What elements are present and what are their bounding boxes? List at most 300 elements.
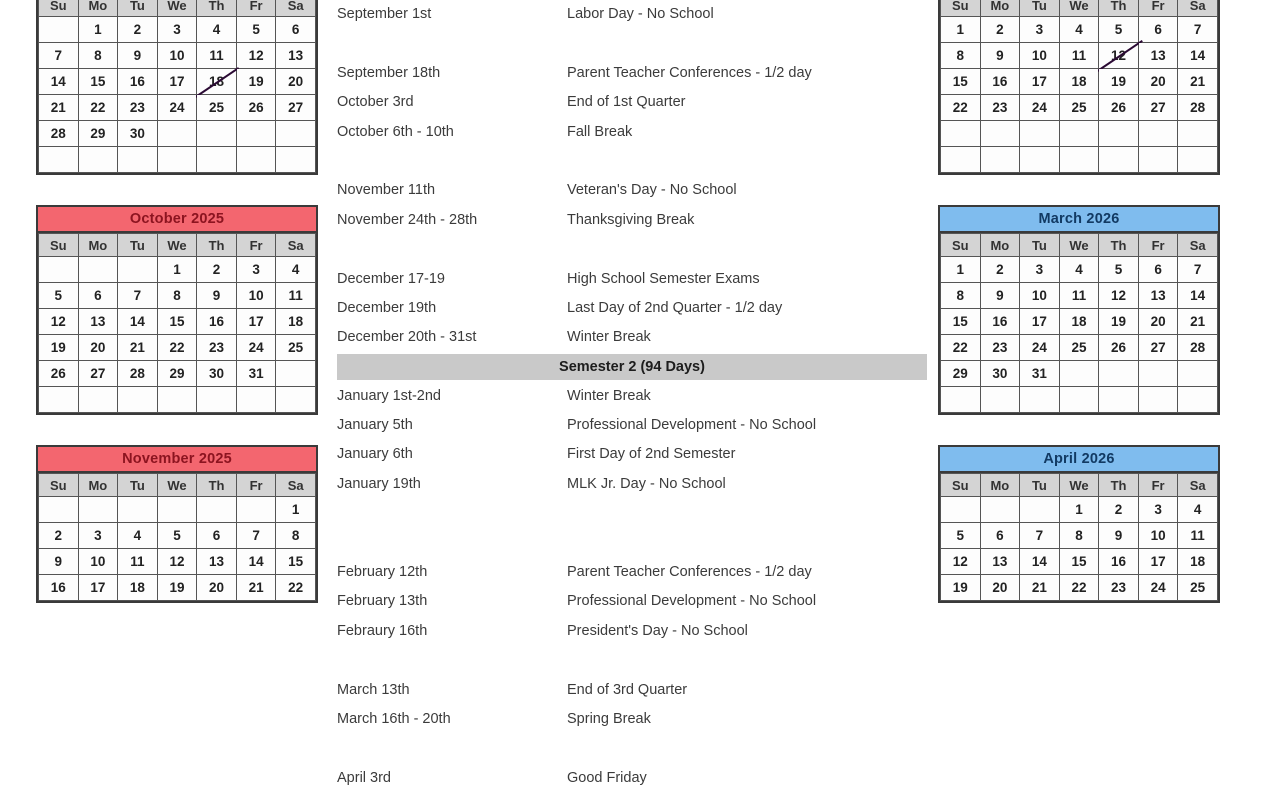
weekday-header-mo: Mo xyxy=(78,0,118,17)
event-date: January 1st-2nd xyxy=(337,387,441,404)
event-date: October 3rd xyxy=(337,94,414,111)
day-cell: 21 xyxy=(236,575,276,601)
day-cell: 29 xyxy=(78,121,118,147)
event-spacer xyxy=(337,147,927,176)
day-cell: 2 xyxy=(118,17,158,43)
day-cell: 16 xyxy=(1099,549,1139,575)
day-cell: 6 xyxy=(980,523,1020,549)
right-month-column xyxy=(938,0,1220,633)
weekday-header-row xyxy=(941,0,1218,17)
weekday-header-fr: Fr xyxy=(236,234,276,257)
event-description: Veteran's Day - No School xyxy=(567,182,737,199)
event-date: March 13th xyxy=(337,681,410,698)
day-cell-empty xyxy=(980,497,1020,523)
day-cell: 14 xyxy=(1178,283,1218,309)
day-cell: 20 xyxy=(1138,69,1178,95)
day-cell: 7 xyxy=(1178,257,1218,283)
weekday-header-sa: Sa xyxy=(276,0,316,17)
day-cell-empty xyxy=(276,121,316,147)
event-row xyxy=(337,558,927,587)
week-row xyxy=(39,43,316,69)
day-cell: 2 xyxy=(39,523,79,549)
day-cell: 26 xyxy=(39,361,79,387)
event-description: Professional Development - No School xyxy=(567,417,817,434)
day-cell: 1 xyxy=(1059,497,1099,523)
day-cell: 14 xyxy=(1020,549,1060,575)
day-cell: 6 xyxy=(78,283,118,309)
weekday-header-th: Th xyxy=(1099,0,1139,17)
day-cell: 26 xyxy=(236,95,276,121)
day-cell-empty xyxy=(1099,361,1139,387)
week-row xyxy=(39,497,316,523)
weekday-header-sa: Sa xyxy=(276,234,316,257)
event-row xyxy=(337,176,927,205)
day-cell: 5 xyxy=(1099,257,1139,283)
day-cell: 29 xyxy=(941,361,981,387)
weekday-header-th: Th xyxy=(197,234,237,257)
day-cell: 12 xyxy=(941,549,981,575)
day-cell: 1 xyxy=(157,257,197,283)
day-cell: 27 xyxy=(1138,335,1178,361)
day-cell-empty xyxy=(980,387,1020,413)
weekday-header-we: We xyxy=(157,474,197,497)
event-row xyxy=(337,676,927,705)
week-row xyxy=(941,121,1218,147)
event-description: End of 1st Quarter xyxy=(567,94,686,111)
day-cell: 14 xyxy=(39,69,79,95)
day-cell-empty xyxy=(78,147,118,173)
day-cell: 25 xyxy=(1059,95,1099,121)
week-row xyxy=(941,549,1218,575)
calendar-month-october-2025 xyxy=(36,205,318,415)
event-description: Winter Break xyxy=(567,329,651,346)
weekday-header-we: We xyxy=(157,0,197,17)
event-date xyxy=(337,29,567,58)
day-cell-empty xyxy=(1020,121,1060,147)
day-cell-empty xyxy=(980,121,1020,147)
day-cell: 3 xyxy=(1138,497,1178,523)
event-row xyxy=(337,118,927,147)
day-cell: 19 xyxy=(236,69,276,95)
calendar-month-february-2026 xyxy=(938,0,1220,175)
event-description: Fall Break xyxy=(567,123,633,140)
day-cell: 26 xyxy=(1099,95,1139,121)
day-cell: 8 xyxy=(1059,523,1099,549)
event-row xyxy=(337,470,927,499)
event-row xyxy=(337,382,927,411)
event-spacer xyxy=(337,499,927,528)
day-cell: 2 xyxy=(197,257,237,283)
day-cell-empty xyxy=(157,147,197,173)
day-cell: 27 xyxy=(78,361,118,387)
day-cell-empty xyxy=(39,387,79,413)
event-description xyxy=(567,235,571,264)
event-date: December 19th xyxy=(337,299,437,316)
day-cell: 15 xyxy=(941,309,981,335)
day-cell: 3 xyxy=(78,523,118,549)
day-cell: 24 xyxy=(1020,335,1060,361)
day-cell: 31 xyxy=(236,361,276,387)
day-cell: 15 xyxy=(276,549,316,575)
month-grid xyxy=(38,0,316,173)
weekday-header-sa: Sa xyxy=(1178,0,1218,17)
month-grid xyxy=(38,233,316,413)
day-cell: 14 xyxy=(1178,43,1218,69)
weekday-header-we: We xyxy=(1059,0,1099,17)
day-cell: 2 xyxy=(980,257,1020,283)
month-title: April 2026 xyxy=(940,447,1218,473)
weekday-header-th: Th xyxy=(1099,474,1139,497)
day-cell: 20 xyxy=(276,69,316,95)
day-cell: 6 xyxy=(1138,257,1178,283)
event-spacer xyxy=(337,734,927,763)
events-before-semester2 xyxy=(337,0,927,353)
weekday-header-sa: Sa xyxy=(1178,234,1218,257)
event-date: Febraury 16th xyxy=(337,622,428,639)
event-description: Parent Teacher Conferences - 1/2 day xyxy=(567,64,812,81)
event-date xyxy=(337,499,567,528)
weekday-header-row xyxy=(39,234,316,257)
event-row xyxy=(337,323,927,352)
weekday-header-su: Su xyxy=(941,474,981,497)
day-cell: 18 xyxy=(197,69,237,95)
day-cell: 7 xyxy=(39,43,79,69)
event-row xyxy=(337,0,927,29)
weekday-header-tu: Tu xyxy=(1020,0,1060,17)
week-row xyxy=(39,387,316,413)
day-cell-empty xyxy=(1059,121,1099,147)
day-cell: 30 xyxy=(118,121,158,147)
day-cell: 28 xyxy=(39,121,79,147)
half-day-slash-icon xyxy=(197,69,236,94)
event-date: September 1st xyxy=(337,6,432,22)
weekday-header-sa: Sa xyxy=(276,474,316,497)
event-date xyxy=(337,734,567,763)
events-after-semester2 xyxy=(337,382,927,793)
day-cell-empty xyxy=(236,121,276,147)
week-row xyxy=(39,69,316,95)
weekday-header-mo: Mo xyxy=(980,474,1020,497)
weekday-header-row xyxy=(39,474,316,497)
day-cell: 4 xyxy=(1059,257,1099,283)
weekday-header-su: Su xyxy=(941,0,981,17)
week-row xyxy=(39,361,316,387)
day-cell: 31 xyxy=(1020,361,1060,387)
weekday-header-mo: Mo xyxy=(78,474,118,497)
weekday-header-tu: Tu xyxy=(118,474,158,497)
day-cell-empty xyxy=(1178,147,1218,173)
day-cell: 22 xyxy=(157,335,197,361)
weekday-header-fr: Fr xyxy=(1138,234,1178,257)
day-cell: 22 xyxy=(941,95,981,121)
day-cell: 20 xyxy=(78,335,118,361)
event-date xyxy=(337,147,567,176)
day-cell-empty xyxy=(118,147,158,173)
day-cell: 5 xyxy=(157,523,197,549)
week-row xyxy=(39,17,316,43)
day-cell: 17 xyxy=(157,69,197,95)
day-cell: 16 xyxy=(118,69,158,95)
day-cell-empty xyxy=(941,147,981,173)
week-row xyxy=(941,335,1218,361)
day-cell-empty xyxy=(941,387,981,413)
day-cell: 4 xyxy=(1059,17,1099,43)
weekday-header-mo: Mo xyxy=(980,234,1020,257)
week-row xyxy=(39,549,316,575)
day-cell: 21 xyxy=(1178,69,1218,95)
day-cell: 23 xyxy=(118,95,158,121)
day-cell: 17 xyxy=(78,575,118,601)
day-cell: 27 xyxy=(1138,95,1178,121)
day-cell: 9 xyxy=(980,43,1020,69)
event-list-column xyxy=(337,0,927,786)
week-row xyxy=(39,121,316,147)
week-row xyxy=(39,283,316,309)
day-cell-empty xyxy=(980,147,1020,173)
event-row xyxy=(337,411,927,440)
day-cell: 16 xyxy=(197,309,237,335)
day-cell: 5 xyxy=(941,523,981,549)
day-cell-empty xyxy=(78,497,118,523)
day-cell: 12 xyxy=(157,549,197,575)
day-cell-empty xyxy=(157,121,197,147)
day-cell: 1 xyxy=(78,17,118,43)
weekday-header-sa: Sa xyxy=(1178,474,1218,497)
day-cell: 13 xyxy=(276,43,316,69)
day-cell: 28 xyxy=(1178,335,1218,361)
week-row xyxy=(941,95,1218,121)
day-cell: 2 xyxy=(1099,497,1139,523)
day-cell-empty xyxy=(39,147,79,173)
week-row xyxy=(39,257,316,283)
day-cell-empty xyxy=(118,257,158,283)
day-cell-empty xyxy=(39,497,79,523)
day-cell: 8 xyxy=(941,43,981,69)
week-row xyxy=(941,147,1218,173)
event-description: Winter Break xyxy=(567,387,651,404)
weekday-header-we: We xyxy=(1059,234,1099,257)
day-cell: 20 xyxy=(1138,309,1178,335)
weekday-header-fr: Fr xyxy=(236,0,276,17)
event-date: April 3rd xyxy=(337,769,391,786)
day-cell: 7 xyxy=(1178,17,1218,43)
day-cell: 14 xyxy=(236,549,276,575)
day-cell: 10 xyxy=(157,43,197,69)
event-description xyxy=(567,499,571,528)
day-cell: 8 xyxy=(157,283,197,309)
event-date: February 12th xyxy=(337,564,428,581)
day-cell: 17 xyxy=(1138,549,1178,575)
weekday-header-we: We xyxy=(157,234,197,257)
weekday-header-su: Su xyxy=(941,234,981,257)
day-cell-empty xyxy=(197,121,237,147)
day-cell: 17 xyxy=(1020,309,1060,335)
day-cell: 18 xyxy=(1059,69,1099,95)
day-cell-empty xyxy=(1178,387,1218,413)
day-cell: 18 xyxy=(276,309,316,335)
day-cell: 21 xyxy=(1020,575,1060,601)
week-row xyxy=(941,69,1218,95)
day-cell: 9 xyxy=(118,43,158,69)
day-cell-empty xyxy=(39,17,79,43)
day-cell-empty xyxy=(276,147,316,173)
week-row xyxy=(39,575,316,601)
event-description xyxy=(567,734,571,763)
day-cell: 10 xyxy=(1020,43,1060,69)
week-row xyxy=(941,387,1218,413)
event-row xyxy=(337,764,927,793)
week-row xyxy=(941,575,1218,601)
day-cell: 9 xyxy=(980,283,1020,309)
day-cell-empty xyxy=(236,497,276,523)
day-cell: 19 xyxy=(1099,69,1139,95)
weekday-header-th: Th xyxy=(1099,234,1139,257)
event-date: January 6th xyxy=(337,446,413,463)
day-cell: 4 xyxy=(276,257,316,283)
day-cell: 23 xyxy=(980,95,1020,121)
day-cell-empty xyxy=(1059,147,1099,173)
day-cell: 8 xyxy=(941,283,981,309)
day-cell: 9 xyxy=(197,283,237,309)
day-cell: 18 xyxy=(118,575,158,601)
day-cell-empty xyxy=(157,497,197,523)
day-cell: 24 xyxy=(1138,575,1178,601)
day-cell: 12 xyxy=(39,309,79,335)
day-cell: 8 xyxy=(78,43,118,69)
day-cell: 13 xyxy=(1138,43,1178,69)
day-cell: 28 xyxy=(118,361,158,387)
event-row xyxy=(337,294,927,323)
day-cell: 27 xyxy=(276,95,316,121)
calendar-month-november-2025 xyxy=(36,445,318,603)
week-row xyxy=(39,335,316,361)
day-cell: 23 xyxy=(980,335,1020,361)
day-cell: 6 xyxy=(1138,17,1178,43)
day-cell: 4 xyxy=(197,17,237,43)
event-date xyxy=(337,529,567,558)
day-cell: 21 xyxy=(39,95,79,121)
day-cell: 15 xyxy=(157,309,197,335)
day-cell-empty xyxy=(197,147,237,173)
weekday-header-th: Th xyxy=(197,474,237,497)
day-cell: 29 xyxy=(157,361,197,387)
day-cell: 23 xyxy=(1099,575,1139,601)
day-cell: 24 xyxy=(1020,95,1060,121)
week-row xyxy=(941,361,1218,387)
weekday-header-fr: Fr xyxy=(1138,474,1178,497)
day-cell: 5 xyxy=(39,283,79,309)
day-cell: 20 xyxy=(197,575,237,601)
day-cell: 17 xyxy=(1020,69,1060,95)
day-cell: 12 xyxy=(236,43,276,69)
event-description: Last Day of 2nd Quarter - 1/2 day xyxy=(567,299,783,316)
day-cell: 14 xyxy=(118,309,158,335)
day-cell: 7 xyxy=(1020,523,1060,549)
calendar-month-march-2026 xyxy=(938,205,1220,415)
day-cell: 4 xyxy=(118,523,158,549)
calendar-month-september-2025 xyxy=(36,0,318,175)
event-spacer xyxy=(337,646,927,675)
day-cell-empty xyxy=(78,387,118,413)
day-cell: 10 xyxy=(1020,283,1060,309)
month-grid xyxy=(940,473,1218,601)
weekday-header-tu: Tu xyxy=(1020,234,1060,257)
day-cell: 15 xyxy=(941,69,981,95)
weekday-header-su: Su xyxy=(39,0,79,17)
day-cell-empty xyxy=(1138,121,1178,147)
day-cell: 25 xyxy=(276,335,316,361)
day-cell: 24 xyxy=(236,335,276,361)
day-cell: 6 xyxy=(197,523,237,549)
weekday-header-su: Su xyxy=(39,234,79,257)
weekday-header-tu: Tu xyxy=(118,0,158,17)
event-row xyxy=(337,206,927,235)
event-date: December 17-19 xyxy=(337,270,445,287)
event-description: Parent Teacher Conferences - 1/2 day xyxy=(567,564,812,581)
day-cell: 24 xyxy=(157,95,197,121)
event-date: November 24th - 28th xyxy=(337,211,478,228)
day-cell-empty xyxy=(941,497,981,523)
day-cell: 22 xyxy=(941,335,981,361)
day-cell: 1 xyxy=(941,257,981,283)
event-date: October 6th - 10th xyxy=(337,123,454,140)
day-cell: 16 xyxy=(39,575,79,601)
day-cell-empty xyxy=(1020,147,1060,173)
weekday-header-row xyxy=(941,474,1218,497)
day-cell: 11 xyxy=(1178,523,1218,549)
day-cell: 11 xyxy=(1059,43,1099,69)
day-cell: 9 xyxy=(1099,523,1139,549)
day-cell-empty xyxy=(236,387,276,413)
day-cell: 25 xyxy=(1178,575,1218,601)
day-cell: 10 xyxy=(78,549,118,575)
day-cell-empty xyxy=(941,121,981,147)
week-row xyxy=(941,17,1218,43)
day-cell: 1 xyxy=(276,497,316,523)
day-cell-empty xyxy=(1099,387,1139,413)
month-grid xyxy=(38,473,316,601)
day-cell: 11 xyxy=(118,549,158,575)
event-date: January 19th xyxy=(337,475,421,492)
day-cell: 30 xyxy=(197,361,237,387)
day-cell: 19 xyxy=(39,335,79,361)
day-cell: 13 xyxy=(78,309,118,335)
half-day-slash-icon xyxy=(1099,43,1138,68)
event-spacer xyxy=(337,529,927,558)
day-cell-empty xyxy=(1099,147,1139,173)
month-title: October 2025 xyxy=(38,207,316,233)
day-cell: 20 xyxy=(980,575,1020,601)
event-spacer xyxy=(337,235,927,264)
day-cell-empty xyxy=(1059,361,1099,387)
day-cell: 5 xyxy=(1099,17,1139,43)
day-cell: 22 xyxy=(78,95,118,121)
event-date: January 5th xyxy=(337,417,413,434)
event-row xyxy=(337,59,927,88)
day-cell-empty xyxy=(197,387,237,413)
day-cell: 30 xyxy=(980,361,1020,387)
left-month-column xyxy=(36,0,318,633)
day-cell-empty xyxy=(276,361,316,387)
day-cell: 28 xyxy=(1178,95,1218,121)
day-cell: 21 xyxy=(118,335,158,361)
event-row xyxy=(337,587,927,616)
day-cell: 8 xyxy=(276,523,316,549)
day-cell: 10 xyxy=(236,283,276,309)
event-row xyxy=(337,617,927,646)
event-description: President's Day - No School xyxy=(567,622,748,639)
semester-2-banner: Semester 2 (94 Days) xyxy=(337,354,927,380)
